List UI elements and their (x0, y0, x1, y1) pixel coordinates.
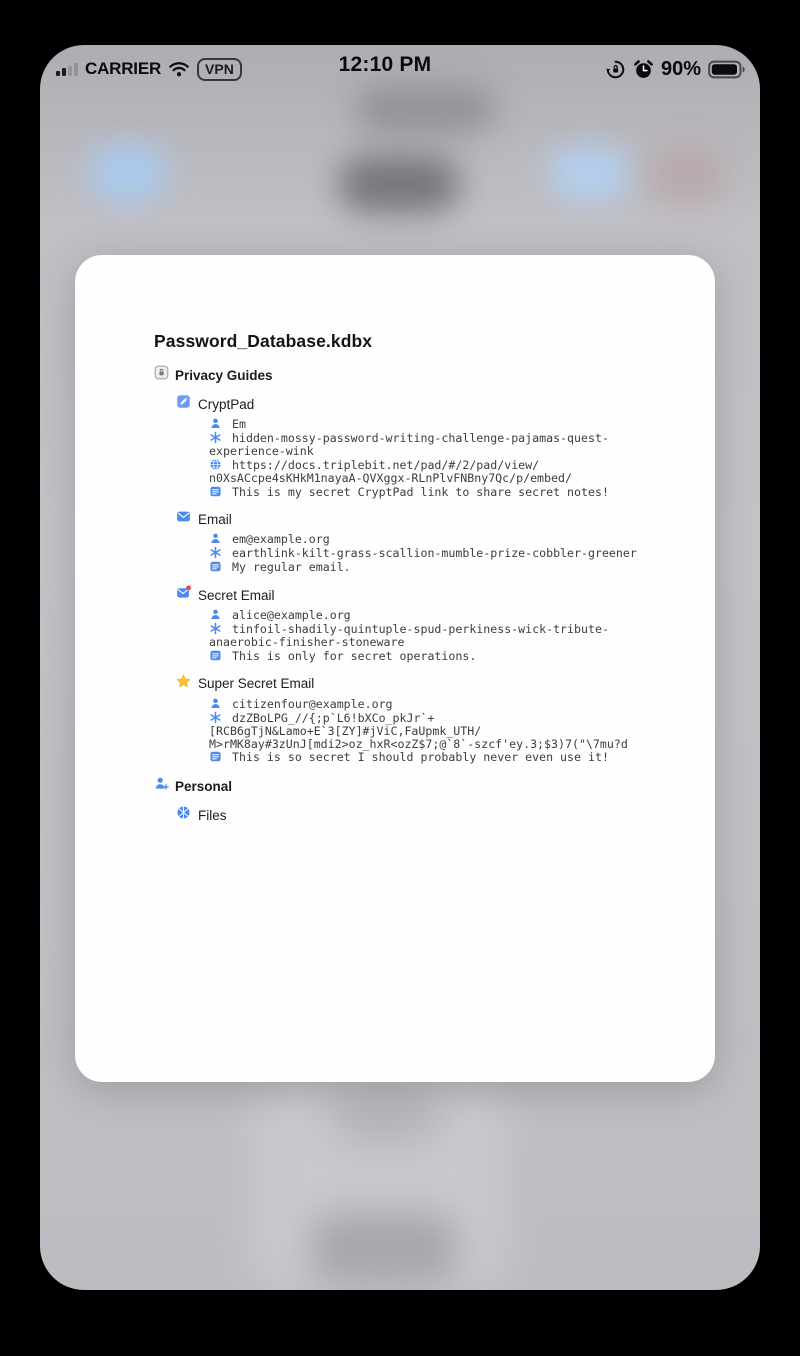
cryptpad-icon (176, 394, 191, 414)
blurred-background-element (330, 1085, 440, 1145)
carrier-label: CARRIER (85, 59, 162, 78)
notes-icon (209, 750, 232, 764)
url-globe-icon (209, 458, 232, 472)
status-time: 12:10 PM (338, 53, 432, 76)
battery-percent-label: 90% (660, 57, 701, 80)
notes-field-line (209, 750, 675, 764)
entry-fields (209, 417, 675, 498)
entry-fields (209, 697, 675, 765)
password-value: earthlink-kilt-grass-scallion-mumble-prize-cobbler-greener (232, 546, 637, 561)
group-label: Privacy Guides (175, 367, 273, 383)
password-value: experience-wink (209, 443, 314, 458)
password-asterisk-icon (209, 431, 232, 445)
username-field-line (209, 417, 675, 431)
envelope-badge-icon (176, 585, 191, 605)
battery-icon (708, 60, 746, 79)
group-privacy-guides (154, 367, 675, 764)
document-title: Password_Database.kdbx (154, 331, 373, 351)
password-field-line (209, 622, 675, 636)
user-icon (209, 417, 232, 431)
username-value: citizenfour@example.org (232, 696, 393, 711)
entry-secret-email (176, 587, 675, 663)
notes-value: This is only for secret operations. (232, 648, 477, 663)
phone-screen (40, 45, 760, 1290)
notes-field-line (209, 649, 675, 663)
password-value: hidden-mossy-password-writing-challenge-pajamas-quest- (232, 430, 609, 445)
password-database-preview-card[interactable] (75, 255, 715, 1082)
entry-label: Secret Email (198, 587, 275, 603)
password-field-line (209, 711, 675, 725)
group-personal (154, 778, 675, 823)
entry-super-secret-email (176, 676, 675, 765)
entry-label: Email (198, 511, 232, 527)
notes-value: My regular email. (232, 560, 351, 575)
blurred-background-button (548, 147, 630, 199)
notes-field-line (209, 560, 675, 574)
entry-label: Files (198, 807, 227, 823)
notes-field-line (209, 485, 675, 499)
entry-label: Super Secret Email (198, 676, 315, 692)
group-label: Personal (175, 778, 233, 794)
password-asterisk-icon (209, 546, 232, 560)
password-value: [RCB6gTjN&Lamo+E`3[ZY]#jViC,FaUpmk_UTH/ (209, 723, 482, 738)
entry-cryptpad (176, 396, 675, 498)
notes-icon (209, 649, 232, 663)
blurred-background-button (88, 145, 168, 201)
password-field-line (209, 636, 675, 649)
user-icon (209, 697, 232, 711)
entry-fields (209, 608, 675, 663)
url-field-line (209, 458, 675, 472)
password-field-line (209, 546, 675, 560)
notes-icon (209, 560, 232, 574)
password-field-line (209, 445, 675, 458)
url-value: https://docs.triplebit.net/pad/#/2/pad/view/ (232, 457, 540, 472)
person-plus-icon (154, 776, 169, 796)
blurred-background-element (310, 1213, 458, 1285)
blurred-background-button (648, 147, 728, 203)
username-field-line (209, 697, 675, 711)
username-value: alice@example.org (232, 608, 351, 623)
rotation-lock-icon (605, 59, 626, 80)
notes-value: This is my secret CryptPad link to share secret notes! (232, 484, 609, 499)
star-icon (176, 674, 191, 694)
blurred-background-button (338, 155, 460, 213)
entry-fields (209, 532, 675, 574)
password-asterisk-icon (209, 622, 232, 636)
files-icon (176, 805, 191, 825)
url-value: n0XsACcpe4sKHkM1nayaA-QVXggx-RLnPlvFNBny7Qc/p/embed/ (209, 470, 572, 485)
password-field-line (209, 431, 675, 445)
password-field-line (209, 738, 675, 751)
password-asterisk-icon (209, 711, 232, 725)
vpn-badge: VPN (197, 58, 242, 81)
username-value: Em (232, 417, 246, 431)
envelope-icon (176, 509, 191, 529)
username-field-line (209, 608, 675, 622)
user-icon (209, 532, 232, 546)
lockbox-icon (154, 365, 169, 385)
password-value: anaerobic-finisher-stoneware (209, 634, 405, 649)
notes-icon (209, 485, 232, 499)
entry-files (176, 807, 675, 823)
entry-tree (75, 367, 675, 823)
username-field-line (209, 532, 675, 546)
url-field-line (209, 472, 675, 485)
username-value: em@example.org (232, 532, 330, 547)
password-value: dzZBoLPG_//{;p`L6!bXCo_pkJr`+ (232, 710, 435, 725)
password-value: M>rMK8ay#3zUnJ[mdi2>oz_hxR<ozZ$7;@`8`-szcf'ey.3;$3)7("\7mu?d (209, 736, 628, 751)
alarm-clock-icon (633, 59, 654, 80)
notes-value: This is so secret I should probably never even use it! (232, 750, 609, 765)
entry-label: CryptPad (198, 396, 255, 412)
entry-email (176, 511, 675, 574)
status-bar (40, 45, 760, 95)
user-icon (209, 608, 232, 622)
password-value: tinfoil-shadily-quintuple-spud-perkiness-wick-tribute- (232, 622, 609, 637)
